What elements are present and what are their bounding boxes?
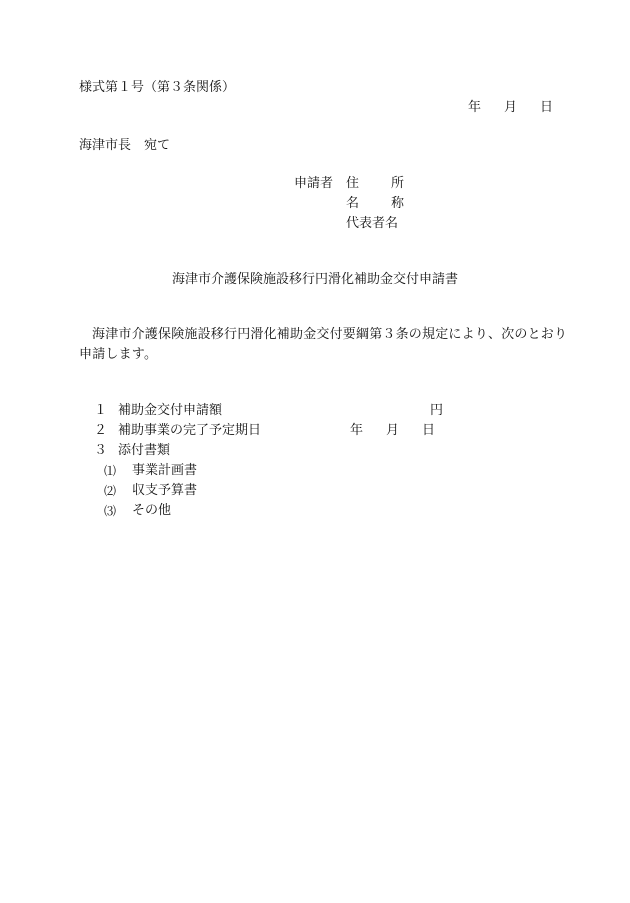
name-label: 名 称 <box>346 196 404 211</box>
list-item <box>94 441 454 461</box>
yen-unit: 円 <box>430 403 444 418</box>
item-list <box>94 401 454 521</box>
address-label: 住 所 <box>346 176 404 191</box>
document-title: 海津市介護保険施設移行円滑化補助金交付申請書 <box>171 272 458 287</box>
list-item <box>94 421 454 441</box>
item-text: 補助事業の完了予定期日 <box>118 423 262 438</box>
attachment-number: ⑵ <box>104 484 117 498</box>
list-item <box>94 401 454 421</box>
item-text: 添付書類 <box>118 443 171 458</box>
attachment-item <box>94 481 454 501</box>
attachment-text: その他 <box>132 503 172 518</box>
date-day-label: 日 <box>540 100 554 115</box>
applicant-heading: 申請者 <box>294 176 334 191</box>
attachment-item <box>94 501 454 521</box>
completion-date: 年 月 日 <box>350 423 436 438</box>
body-text: 海津市介護保険施設移行円滑化補助金交付要綱第３条の規定により、次のとおり申請します。 <box>79 327 568 362</box>
representative-label: 代表者名 <box>346 216 399 231</box>
item-text: 補助金交付申請額 <box>118 403 223 418</box>
application-date <box>468 98 553 118</box>
date-year-label: 年 <box>468 100 482 115</box>
attachment-item <box>94 461 454 481</box>
item-number: ３ <box>94 443 108 458</box>
addressee: 海津市長 宛て <box>79 138 171 153</box>
item-number: １ <box>94 403 108 418</box>
attachment-text: 事業計画書 <box>132 463 198 478</box>
item-number: ２ <box>94 423 108 438</box>
attachment-number: ⑶ <box>104 504 117 518</box>
attachment-text: 収支予算書 <box>132 483 198 498</box>
date-month-label: 月 <box>504 100 518 115</box>
applicant-block <box>294 174 404 234</box>
form-number: 様式第１号（第３条関係） <box>79 80 236 95</box>
attachment-number: ⑴ <box>104 464 117 478</box>
